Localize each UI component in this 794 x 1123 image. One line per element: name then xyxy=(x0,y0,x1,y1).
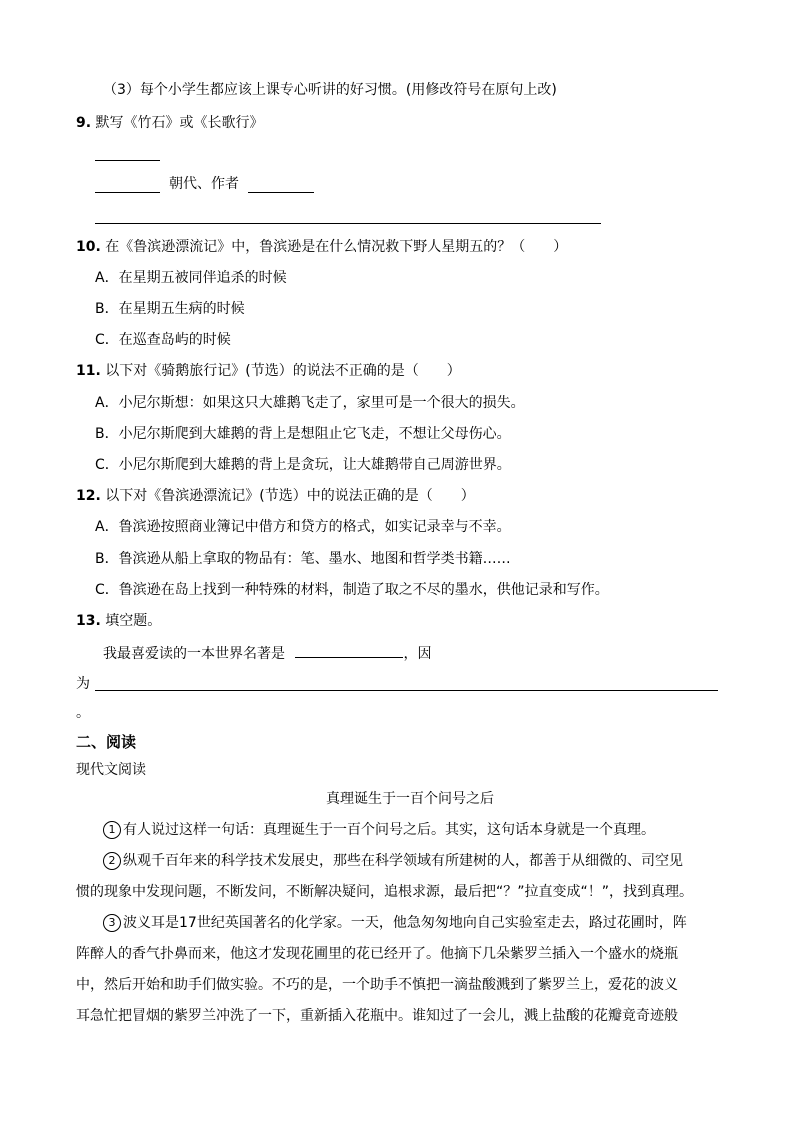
q10-number: 10. xyxy=(76,239,101,255)
q13-prompt: 我最喜爱读的一本世界名著是 xyxy=(103,646,285,662)
q13-comma-yin: ，因 xyxy=(403,646,432,662)
article-title: 真理诞生于一百个问号之后 xyxy=(326,791,494,807)
q11-option-b[interactable]: B．小尼尔斯爬到大雄鹅的背上是想阻止它飞走，不想让父母伤心。 xyxy=(95,426,511,442)
q9-answer-blank-2[interactable] xyxy=(95,192,160,193)
q13-end: 。 xyxy=(76,705,90,721)
paragraph-3-line-1: 波义耳是17世纪英国著名的化学家。一天，他急匆匆地向自己实验室走去，路过花圃时，阵 xyxy=(123,915,687,931)
q9-text: 默写《竹石》或《长歌行》 xyxy=(95,115,264,131)
q13-question xyxy=(76,611,161,631)
q9-number: 9. xyxy=(76,115,92,131)
q13-reason-blank[interactable] xyxy=(95,690,718,691)
paragraph-number-3: 3 xyxy=(103,914,121,932)
q13-line1 xyxy=(103,643,431,664)
article-paragraph-2 xyxy=(103,851,683,871)
q12-option-a[interactable]: A．鲁滨逊按照商业簿记中借方和贷方的格式，如实记录幸与不幸。 xyxy=(95,519,511,535)
q12-number: 12. xyxy=(76,488,101,504)
q10-option-a[interactable]: A．在星期五被同伴追杀的时候 xyxy=(95,270,287,286)
article-paragraph-3 xyxy=(103,913,687,933)
paragraph-number-1: 1 xyxy=(103,821,121,839)
paragraph-number-2: 2 xyxy=(103,852,121,870)
section-heading: 二、阅读 xyxy=(76,733,137,751)
q12-option-c[interactable]: C．鲁滨逊在岛上找到一种特殊的材料，制造了取之不尽的墨水，供他记录和写作。 xyxy=(95,582,609,598)
q10-question xyxy=(76,237,567,257)
paragraph-2-line-1: 纵观千百年来的科学技术发展史，那些在科学领域有所建树的人，都善于从细微的、司空见 xyxy=(123,853,683,869)
q13-book-blank[interactable] xyxy=(295,643,403,658)
paragraph-3-line-4: 耳急忙把冒烟的紫罗兰冲洗了一下，重新插入花瓶中。谁知过了一会儿，溅上盐酸的花瓣竟奇迹般 xyxy=(76,1008,678,1024)
paragraph-3-line-3: 中，然后开始和助手们做实验。不巧的是，一个助手不慎把一滴盐酸溅到了紫罗兰上，爱花的波义 xyxy=(76,977,678,993)
q10-option-c[interactable]: C．在巡查岛屿的时候 xyxy=(95,332,231,348)
paragraph-2-line-2: 惯的现象中发现问题，不断发问，不断解决疑问，追根求源，最后把“？”拉直变成“！”，找到真理。 xyxy=(76,884,694,900)
q9-answer-blank-3[interactable] xyxy=(248,192,314,193)
section-subheading: 现代文阅读 xyxy=(76,762,146,778)
q11-question xyxy=(76,361,461,381)
q10-text: 在《鲁滨逊漂流记》中，鲁滨逊是在什么情况救下野人星期五的？（ ） xyxy=(105,239,568,255)
q13-text: 填空题。 xyxy=(105,613,162,629)
q9-answer-blank-1[interactable] xyxy=(95,160,160,161)
q13-number: 13. xyxy=(76,613,101,629)
q11-number: 11. xyxy=(76,363,101,379)
q11-option-c[interactable]: C．小尼尔斯爬到大雄鹅的背上是贪玩，让大雄鹅带自己周游世界。 xyxy=(95,457,511,473)
q10-option-b[interactable]: B．在星期五生病的时候 xyxy=(95,301,245,317)
q9-dynasty-author-label: 朝代、作者 xyxy=(169,176,239,192)
q12-question xyxy=(76,486,475,506)
q11-option-a[interactable]: A．小尼尔斯想：如果这只大雄鹅飞走了，家里可是一个很大的损失。 xyxy=(95,395,525,411)
article-paragraph-1 xyxy=(103,820,655,840)
paragraph-1-text: 有人说过这样一句话：真理诞生于一百个问号之后。其实，这句话本身就是一个真理。 xyxy=(123,822,655,838)
q8-item3: （3）每个小学生都应该上课专心听讲的好习惯。(用修改符号在原句上改) xyxy=(103,82,557,98)
q12-option-b[interactable]: B．鲁滨逊从船上拿取的物品有：笔、墨水、地图和哲学类书籍…… xyxy=(95,551,511,567)
q13-wei: 为 xyxy=(76,676,90,692)
q11-text: 以下对《骑鹅旅行记》(节选）的说法不正确的是（ ） xyxy=(105,363,461,379)
q9-question xyxy=(76,113,264,133)
paragraph-3-line-2: 阵醉人的香气扑鼻而来，他这才发现花圃里的花已经开了。他摘下几朵紫罗兰插入一个盛水的烧瓶 xyxy=(76,946,678,962)
q12-text: 以下对《鲁滨逊漂流记》(节选）中的说法正确的是（ ） xyxy=(105,488,475,504)
q9-answer-blank-4[interactable] xyxy=(95,223,601,224)
